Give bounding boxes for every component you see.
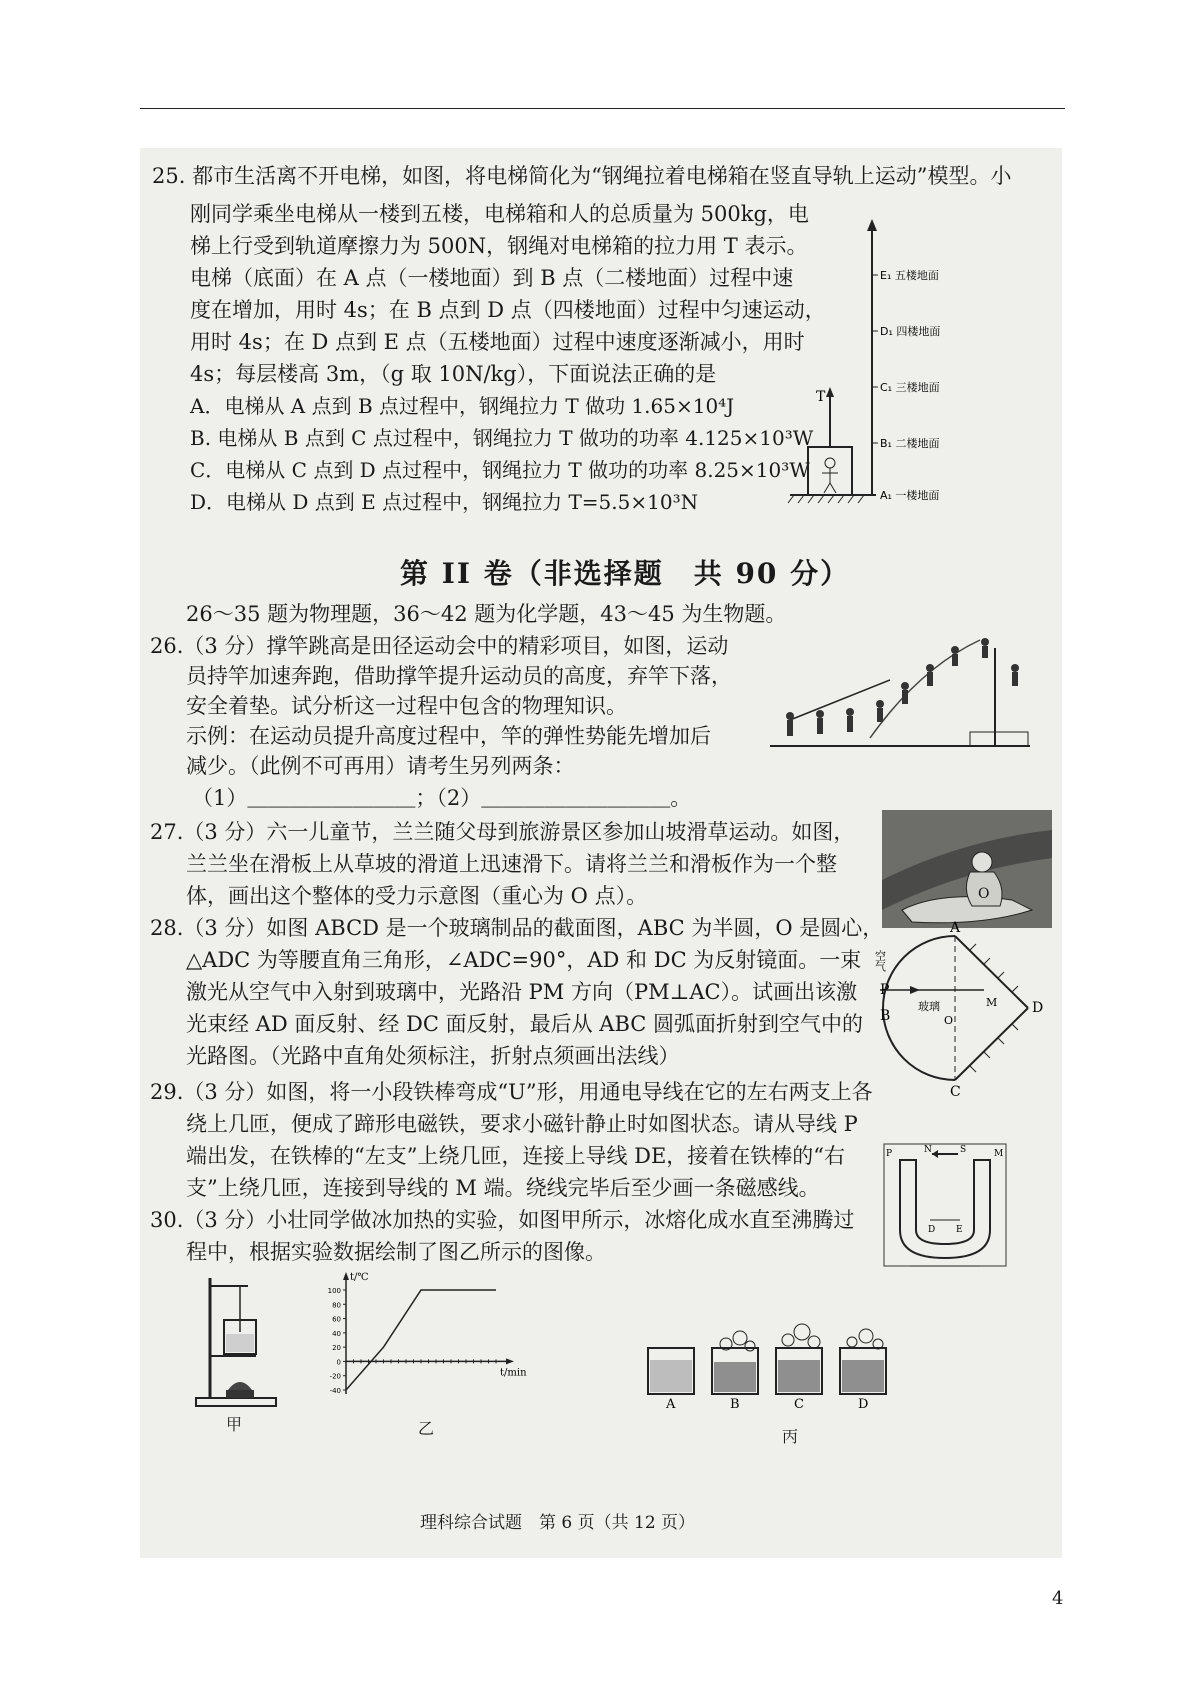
chart-y-tick-label: 60 (332, 1315, 341, 1324)
fig-jia-caption: 甲 (226, 1415, 243, 1434)
floor-a-label: A₁ 一楼地面 (880, 489, 940, 502)
q27-line1: 27.（3 分）六一儿童节，兰兰随父母到旅游景区参加山坡滑草运动。如图， (150, 820, 855, 844)
chart-y-tick-label: 20 (332, 1344, 341, 1353)
q28-line4: 光束经 AD 面反射、经 DC 面反射，最后从 ABC 圆弧面折射到空气中的 (186, 1012, 864, 1036)
q30-line2: 程中，根据实验数据绘制了图乙所示的图像。 (186, 1240, 606, 1264)
q25-line5: 度在增加，用时 4s；在 B 点到 D 点（四楼地面）过程中匀速运动， (190, 298, 826, 322)
chart-y-tick-label: -20 (329, 1372, 341, 1381)
q30-line1: 30.（3 分）小壮同学做冰加热的实验，如图甲所示，冰熔化成水直至沸腾过 (150, 1208, 855, 1232)
q25-option-c: C．电梯从 C 点到 D 点过程中，钢绳拉力 T 做功的功率 8.25×10³W (190, 458, 810, 482)
temperature-time-chart (320, 1268, 540, 1408)
beakers-figure (640, 1300, 900, 1410)
point-d-label: D (1032, 1000, 1044, 1016)
air-label: 空气 (873, 950, 887, 972)
beaker-d (840, 1329, 886, 1394)
beaker-a (648, 1348, 694, 1394)
beaker-a-label: A (666, 1397, 676, 1412)
q25-line2: 刚同学乘坐电梯从一楼到五楼，电梯箱和人的总质量为 500kg，电 (190, 202, 809, 226)
section-note: 26～35 题为物理题，36～42 题为化学题，43～45 为生物题。 (186, 602, 787, 626)
wire-d-label: D (928, 1225, 936, 1235)
floor-c-label: C₁ 三楼地面 (880, 381, 940, 394)
chart-y-tick-label: 100 (327, 1287, 341, 1295)
fig-yi-caption: 乙 (418, 1419, 435, 1438)
q25-line3: 梯上行受到轨道摩擦力为 500N，钢绳对电梯箱的拉力用 T 表示。 (190, 234, 808, 258)
q25-option-d: D．电梯从 D 点到 E 点过程中，钢绳拉力 T=5.5×10³N (190, 490, 699, 514)
q25-option-a: A．电梯从 A 点到 B 点过程中，钢绳拉力 T 做功 1.65×10⁴J (190, 394, 735, 418)
chart-y-tick-label: -40 (329, 1387, 341, 1395)
q26-line3: 安全着垫。试分析这一过程中包含的物理知识。 (186, 694, 627, 718)
center-of-gravity-label: O (978, 886, 990, 902)
heating-apparatus-figure (196, 1270, 276, 1410)
chart-xlabel: t/min (500, 1367, 527, 1379)
elevator-figure (780, 215, 980, 535)
needle-n-label: N (924, 1145, 932, 1155)
needle-s-label: S (960, 1145, 967, 1155)
tension-label: T (816, 389, 826, 405)
q28-line3: 激光从空气中入射到玻璃中，光路沿 PM 方向（PM⊥AC）。试画出该激 (186, 980, 858, 1004)
q25-option-b: B. 电梯从 B 点到 C 点过程中，钢绳拉力 T 做功的功率 4.125×10³W (190, 426, 814, 450)
u-magnet-figure (880, 1140, 1010, 1270)
point-p-label: P (880, 982, 890, 998)
beaker-b (712, 1331, 758, 1394)
chart-y-tick-label: 80 (332, 1301, 341, 1310)
q26-line5: 减少。（此例不可再用）请考生另列两条： (186, 754, 575, 778)
q25-line1: 25. 都市生活离不开电梯，如图，将电梯简化为“钢绳拉着电梯箱在竖直导轨上运动”模型。小 (152, 164, 1012, 188)
chart-series-line (346, 1290, 496, 1390)
beaker-c-label: C (794, 1397, 804, 1412)
q28-line5: 光路图。（光路中直角处须标注，折射点须画出法线） (186, 1044, 680, 1068)
chart-y-tick-label: 0 (336, 1358, 341, 1367)
q29-line1: 29.（3 分）如图，将一小段铁棒弯成“U”形，用通电导线在它的左右两支上各 (150, 1080, 873, 1104)
wire-e-label: E (956, 1225, 963, 1235)
q25-line7: 4s；每层楼高 3m，（g 取 10N/kg），下面说法正确的是 (190, 362, 717, 386)
pole-vault-figure (770, 628, 1040, 758)
grass-slide-photo (882, 810, 1052, 928)
q25-line4: 电梯（底面）在 A 点（一楼地面）到 B 点（二楼地面）过程中速 (190, 266, 794, 290)
q29-line2: 绕上几匝，便成了蹄形电磁铁，要求小磁针静止时如图状态。请从导线 P (186, 1112, 858, 1136)
page-footer: 理科综合试题 第 6 页（共 12 页） (420, 1513, 696, 1533)
wire-m-label: M (994, 1149, 1004, 1159)
glass-section-figure (873, 920, 1060, 1100)
q29-line3: 端出发，在铁棒的“左支”上绕几匝，连接上导线 DE，接着在铁棒的“右 (186, 1144, 846, 1168)
chart-x-arrow (506, 1358, 514, 1364)
beaker-c (776, 1324, 822, 1394)
q26-line2: 员持竿加速奔跑，借助撑竿提升运动员的高度，弃竿下落， (186, 664, 732, 688)
header-rule (140, 108, 1065, 109)
q28-line1: 28.（3 分）如图 ABCD 是一个玻璃制品的截面图，ABC 为半圆，O 是圆心， (150, 916, 884, 940)
q27-line3: 体，画出这个整体的受力示意图（重心为 O 点）。 (186, 884, 648, 908)
q26-answer-blanks: （1）＿＿＿＿＿＿＿＿；（2）＿＿＿＿＿＿＿＿＿。 (192, 786, 692, 810)
beaker-d-label: D (858, 1397, 869, 1412)
section-title: 第 II 卷（非选择题 共 90 分） (400, 557, 851, 590)
point-a-label: A (950, 920, 961, 936)
q25-line6: 用时 4s；在 D 点到 E 点（五楼地面）过程中速度逐渐减小，用时 (190, 330, 805, 354)
floor-e-label: E₁ 五楼地面 (880, 269, 939, 282)
chart-y-arrow (343, 1272, 349, 1280)
floor-d-label: D₁ 四楼地面 (880, 325, 941, 338)
q29-line4: 支”上绕几匝，连接到导线的 M 端。绕线完毕后至少画一条磁感线。 (186, 1176, 820, 1200)
q26-line1: 26.（3 分）撑竿跳高是田径运动会中的精彩项目，如图，运动 (150, 634, 729, 658)
page-number: 4 (1052, 1588, 1064, 1609)
q26-line4: 示例：在运动员提升高度过程中，竿的弹性势能先增加后 (186, 724, 711, 748)
wire-p-label: P (886, 1149, 893, 1159)
chart-y-tick-label: 40 (332, 1329, 341, 1338)
point-c-label: C (950, 1084, 961, 1100)
q27-line2: 兰兰坐在滑板上从草坡的滑道上迅速滑下。请将兰兰和滑板作为一个整 (186, 852, 837, 876)
floor-b-label: B₁ 二楼地面 (880, 437, 940, 450)
chart-ylabel: t/℃ (350, 1272, 369, 1283)
q28-line2: △ADC 为等腰直角三角形，∠ADC=90°，AD 和 DC 为反射镜面。一束 (186, 948, 862, 972)
point-m-label: M (986, 996, 998, 1009)
fig-bing-caption: 丙 (782, 1427, 799, 1446)
point-o-label: O (944, 1014, 954, 1027)
point-b-label: B (880, 1008, 891, 1024)
glass-label: 玻璃 (918, 1000, 940, 1013)
beaker-b-label: B (730, 1397, 740, 1412)
